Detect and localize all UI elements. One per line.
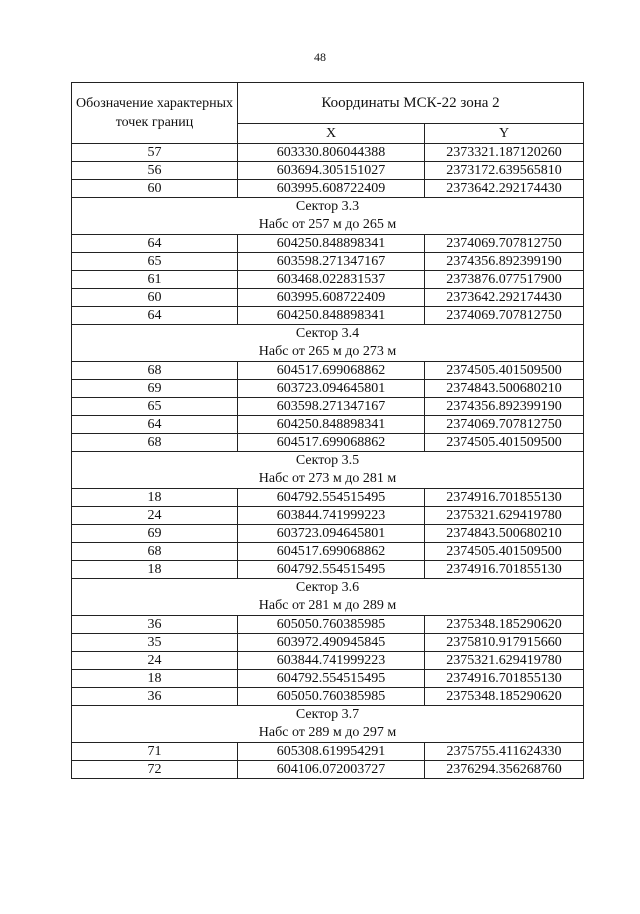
header-x: X [238, 124, 425, 144]
y-coordinate-cell: 2374505.401509500 [425, 543, 584, 561]
table-body [72, 144, 584, 779]
table-row [72, 489, 584, 507]
y-coordinate-cell: 2373321.187120260 [425, 144, 584, 162]
y-coordinate-cell: 2373642.292174430 [425, 180, 584, 198]
point-number-cell: 60 [72, 289, 238, 307]
header-point-designation: Обозначение характерных точек границ [72, 83, 238, 144]
table-row [72, 652, 584, 670]
y-coordinate-cell: 2374843.500680210 [425, 380, 584, 398]
table-row [72, 307, 584, 325]
y-coordinate-cell: 2374505.401509500 [425, 434, 584, 452]
sector-header-row [72, 706, 584, 743]
point-number-cell: 36 [72, 616, 238, 634]
point-number-cell: 18 [72, 489, 238, 507]
y-coordinate-cell: 2374916.701855130 [425, 561, 584, 579]
x-coordinate-cell: 603995.608722409 [238, 180, 425, 198]
table-row [72, 543, 584, 561]
y-coordinate-cell: 2374069.707812750 [425, 235, 584, 253]
table-row [72, 162, 584, 180]
sector-header-row [72, 452, 584, 489]
x-coordinate-cell: 604517.699068862 [238, 543, 425, 561]
x-coordinate-cell: 604517.699068862 [238, 362, 425, 380]
point-number-cell: 57 [72, 144, 238, 162]
table-row [72, 416, 584, 434]
table-row [72, 525, 584, 543]
x-coordinate-cell: 604792.554515495 [238, 561, 425, 579]
point-number-cell: 72 [72, 761, 238, 779]
table-row [72, 688, 584, 706]
y-coordinate-cell: 2375810.917915660 [425, 634, 584, 652]
sector-header [72, 452, 584, 489]
table-row [72, 634, 584, 652]
y-coordinate-cell: 2374916.701855130 [425, 670, 584, 688]
sector-height-range: Набс от 281 м до 289 м [258, 598, 397, 613]
x-coordinate-cell: 604250.848898341 [238, 416, 425, 434]
x-coordinate-cell: 604517.699068862 [238, 434, 425, 452]
header-coordinate-system: Координаты МСК-22 зона 2 [238, 83, 584, 124]
point-number-cell: 64 [72, 416, 238, 434]
y-coordinate-cell: 2374505.401509500 [425, 362, 584, 380]
sector-height-range: Набс от 273 м до 281 м [258, 471, 397, 486]
point-number-cell: 68 [72, 362, 238, 380]
point-number-cell: 36 [72, 688, 238, 706]
table-row [72, 235, 584, 253]
coordinates-table [71, 82, 584, 779]
y-coordinate-cell: 2374356.892399190 [425, 253, 584, 271]
table-row [72, 180, 584, 198]
table-header [72, 83, 584, 144]
y-coordinate-cell: 2375348.185290620 [425, 616, 584, 634]
sector-header [72, 706, 584, 743]
table-row [72, 289, 584, 307]
y-coordinate-cell: 2374916.701855130 [425, 489, 584, 507]
point-number-cell: 69 [72, 525, 238, 543]
point-number-cell: 35 [72, 634, 238, 652]
x-coordinate-cell: 603844.741999223 [238, 652, 425, 670]
y-coordinate-cell: 2373876.077517900 [425, 271, 584, 289]
point-number-cell: 18 [72, 670, 238, 688]
point-number-cell: 24 [72, 652, 238, 670]
sector-title: Сектор 3.7 [295, 707, 360, 722]
x-coordinate-cell: 603330.806044388 [238, 144, 425, 162]
x-coordinate-cell: 603694.305151027 [238, 162, 425, 180]
y-coordinate-cell: 2374069.707812750 [425, 416, 584, 434]
sector-title: Сектор 3.4 [295, 326, 360, 341]
x-coordinate-cell: 604250.848898341 [238, 235, 425, 253]
table-row [72, 380, 584, 398]
x-coordinate-cell: 603598.271347167 [238, 398, 425, 416]
sector-header-row [72, 325, 584, 362]
table-row [72, 761, 584, 779]
table-row [72, 743, 584, 761]
x-coordinate-cell: 604792.554515495 [238, 489, 425, 507]
y-coordinate-cell: 2375321.629419780 [425, 652, 584, 670]
x-coordinate-cell: 603723.094645801 [238, 525, 425, 543]
x-coordinate-cell: 604250.848898341 [238, 307, 425, 325]
point-number-cell: 68 [72, 434, 238, 452]
point-number-cell: 56 [72, 162, 238, 180]
x-coordinate-cell: 603972.490945845 [238, 634, 425, 652]
point-number-cell: 68 [72, 543, 238, 561]
point-number-cell: 18 [72, 561, 238, 579]
sector-header-row [72, 579, 584, 616]
sector-title: Сектор 3.3 [295, 199, 360, 214]
table-row [72, 362, 584, 380]
x-coordinate-cell: 603598.271347167 [238, 253, 425, 271]
sector-header [72, 325, 584, 362]
table-row [72, 271, 584, 289]
sector-header [72, 198, 584, 235]
table-row [72, 561, 584, 579]
x-coordinate-cell: 605308.619954291 [238, 743, 425, 761]
y-coordinate-cell: 2374069.707812750 [425, 307, 584, 325]
y-coordinate-cell: 2373172.639565810 [425, 162, 584, 180]
point-number-cell: 64 [72, 307, 238, 325]
point-number-cell: 69 [72, 380, 238, 398]
x-coordinate-cell: 605050.760385985 [238, 616, 425, 634]
sector-title: Сектор 3.5 [295, 453, 360, 468]
point-number-cell: 71 [72, 743, 238, 761]
table-row [72, 670, 584, 688]
x-coordinate-cell: 603995.608722409 [238, 289, 425, 307]
y-coordinate-cell: 2374356.892399190 [425, 398, 584, 416]
sector-height-range: Набс от 265 м до 273 м [258, 344, 397, 359]
table-row [72, 398, 584, 416]
point-number-cell: 24 [72, 507, 238, 525]
table-row [72, 434, 584, 452]
x-coordinate-cell: 604792.554515495 [238, 670, 425, 688]
x-coordinate-cell: 603468.022831537 [238, 271, 425, 289]
point-number-cell: 64 [72, 235, 238, 253]
x-coordinate-cell: 603723.094645801 [238, 380, 425, 398]
table-row [72, 616, 584, 634]
sector-height-range: Набс от 289 м до 297 м [258, 725, 397, 740]
point-number-cell: 65 [72, 253, 238, 271]
sector-header-row [72, 198, 584, 235]
y-coordinate-cell: 2375348.185290620 [425, 688, 584, 706]
sector-height-range: Набс от 257 м до 265 м [258, 217, 397, 232]
y-coordinate-cell: 2373642.292174430 [425, 289, 584, 307]
table-row [72, 507, 584, 525]
y-coordinate-cell: 2375755.411624330 [425, 743, 584, 761]
header-y: Y [425, 124, 584, 144]
sector-title: Сектор 3.6 [295, 580, 360, 595]
x-coordinate-cell: 603844.741999223 [238, 507, 425, 525]
y-coordinate-cell: 2375321.629419780 [425, 507, 584, 525]
page-number: 48 [314, 50, 326, 64]
x-coordinate-cell: 604106.072003727 [238, 761, 425, 779]
table-row [72, 253, 584, 271]
x-coordinate-cell: 605050.760385985 [238, 688, 425, 706]
y-coordinate-cell: 2374843.500680210 [425, 525, 584, 543]
y-coordinate-cell: 2376294.356268760 [425, 761, 584, 779]
table-row [72, 144, 584, 162]
point-number-cell: 65 [72, 398, 238, 416]
point-number-cell: 61 [72, 271, 238, 289]
point-number-cell: 60 [72, 180, 238, 198]
sector-header [72, 579, 584, 616]
